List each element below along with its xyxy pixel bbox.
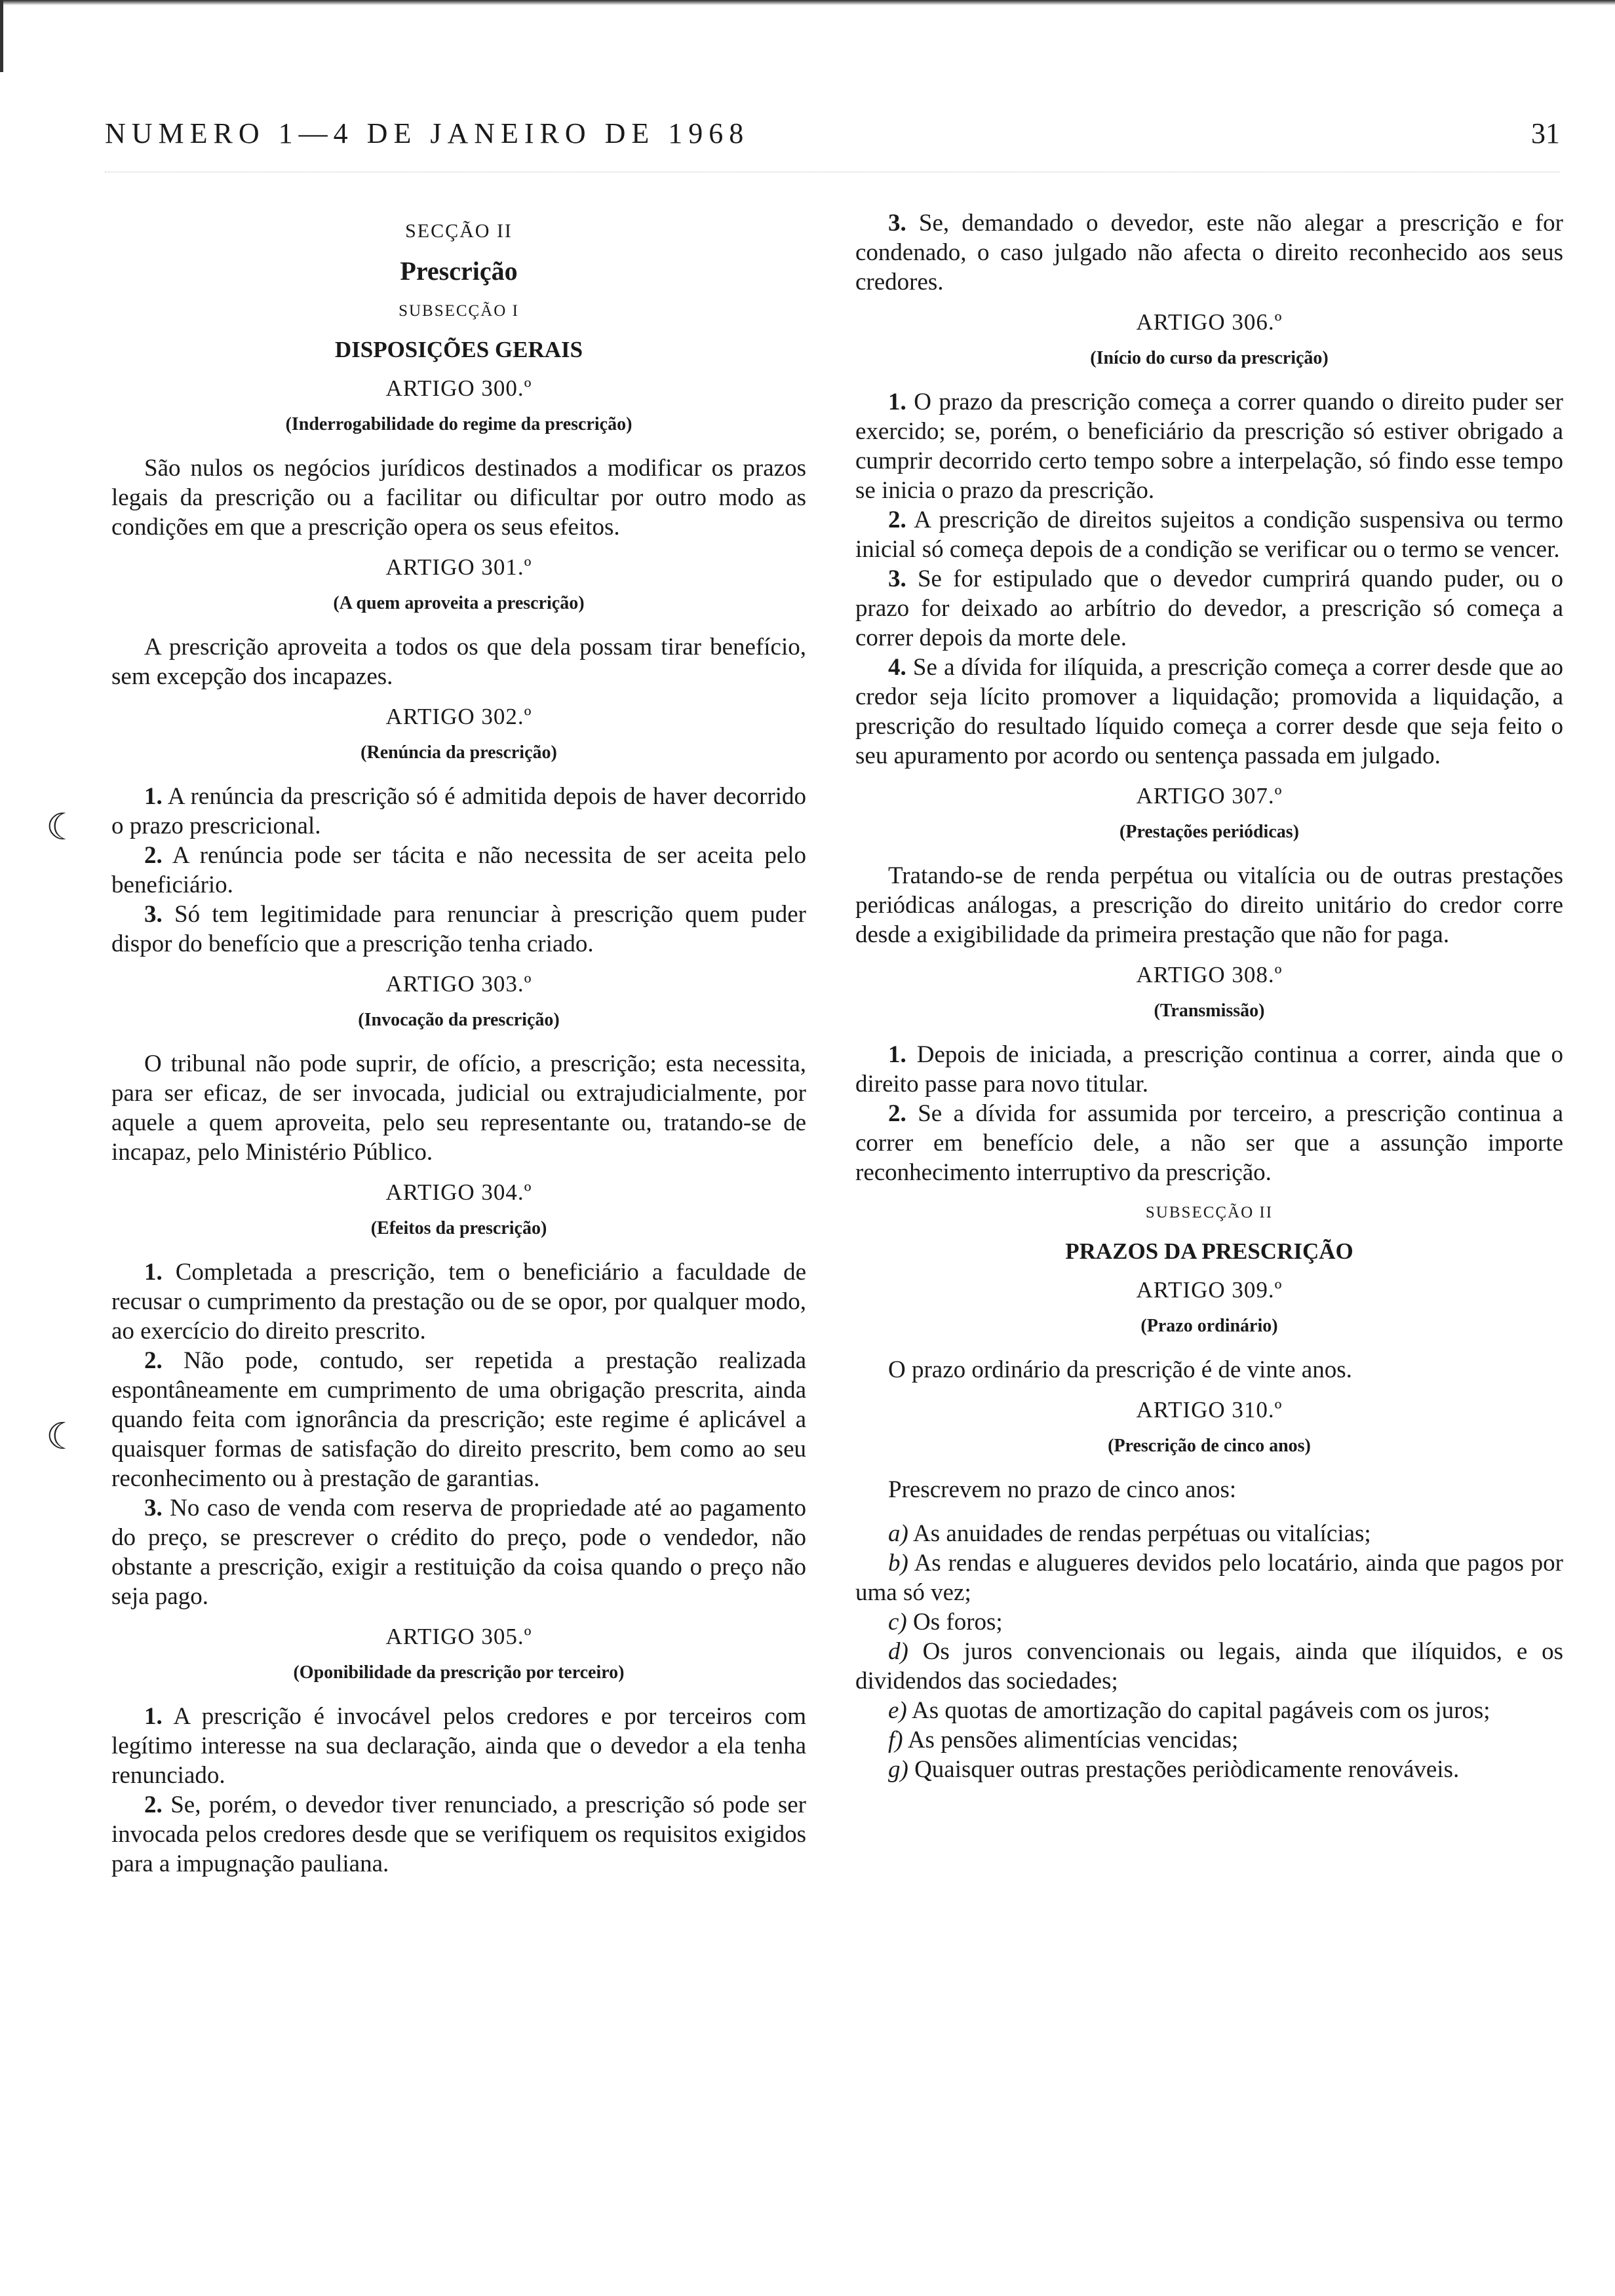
article-text: São nulos os negócios jurídicos destinados a modificar os prazos legais da prescrição ou a facilitar ou dificultar por outro modo as condições em que a prescrição opera os seus efeitos. [111,455,806,541]
article-number: ARTIGO 308.º [1136,962,1283,987]
page-number: 31 [1531,117,1560,149]
list-item: g) Quaisquer outras prestações periòdicamente renováveis. [888,1756,1460,1783]
article-rubric: (Oponibilidade da prescrição por terceiro) [293,1662,625,1683]
article-number: ARTIGO 302.º [385,704,532,729]
numbered-paragraph: 1. O prazo da prescrição começa a correr quando o direito puder ser exercido; se, porém, o beneficiário da prescrição só estiver obrigado a cumprir decorrido certo tempo sobre a interpelação, só findo esse tempo se inicia o prazo da prescrição. [855,389,1563,504]
article-intro: Prescrevem no prazo de cinco anos: [888,1476,1237,1503]
article-paragraphs [111,1702,806,1879]
article-rubric: (Prestações periódicas) [1119,822,1299,842]
article-rubric: (Prescrição de cinco anos) [1108,1436,1311,1456]
article-paragraphs [855,387,1563,771]
list-item: c) Os foros; [888,1609,1003,1636]
numbered-paragraph: 1. Depois de iniciada, a prescrição continua a correr, ainda que o direito passe para novo titular. [855,1041,1564,1098]
numbered-paragraph: 3. No caso de venda com reserva de propriedade até ao pagamento do preço, se prescrever o crédito do preço, pode o vendedor, não obstante a prescrição, exigir a restituição da coisa quando o preço não seja pago. [111,1495,807,1610]
margin-mark-icon: ☾ [46,806,79,849]
article-number: ARTIGO 306.º [1136,309,1283,335]
right-column [855,208,1563,1784]
article-number: ARTIGO 300.º [385,375,532,401]
article-paragraphs [111,1257,806,1611]
subsection-label: SUBSECÇÃO I [399,302,519,320]
list-item: f) As pensões alimentícias vencidas; [888,1727,1239,1753]
section-label: SECÇÃO II [405,220,513,242]
subsection-title: PRAZOS DA PRESCRIÇÃO [1065,1238,1353,1264]
article-text: A prescrição aproveita a todos os que dela possam tirar benefício, sem excepção dos incapazes. [111,634,806,690]
numbered-paragraph: 1. Completada a prescrição, tem o beneficiário a faculdade de recusar o cumprimento da prestação ou de se opor, por qualquer modo, ao exercício do direito prescrito. [111,1259,806,1345]
numbered-paragraph: 2. A renúncia pode ser tácita e não necessita de ser aceita pelo beneficiário. [111,842,806,898]
article-rubric: (Transmissão) [1154,1001,1265,1021]
numbered-paragraph: 4. Se a dívida for ilíquida, a prescrição começa a correr desde que ao credor seja lícito promover a liquidação; promovida a liquidação, a prescrição do resultado líquido começa a correr desde que seja feito o seu apuramento por acordo ou sentença passada em julgado. [855,654,1564,769]
numbered-paragraph: 3. Só tem legitimidade para renunciar à prescrição quem puder dispor do benefício que a prescrição tenha criado. [111,901,806,957]
article-rubric: (Invocação da prescrição) [358,1010,560,1030]
list-item: d) Os juros convencionais ou legais, ainda que ilíquidos, e os dividendos das sociedades; [855,1638,1563,1694]
numbered-paragraph: 2. A prescrição de direitos sujeitos a condição suspensiva ou termo inicial só começa depois de a condição se verificar ou o termo se vencer. [855,507,1563,563]
article-rubric: (Início do curso da prescrição) [1090,348,1329,368]
article-number: ARTIGO 305.º [385,1624,532,1649]
scan-edge-left [0,0,3,72]
article-text: Tratando-se de renda perpétua ou vitalícia ou de outras prestações periódicas análogas, a prescrição do direito unitário do credor corre desde a exigibilidade da primeira prestação que não for paga. [855,862,1563,948]
left-column [111,208,806,1889]
numbered-paragraph: 1. A prescrição é invocável pelos credores e por terceiros com legítimo interesse na sua declaração, ainda que o devedor a ela tenha renunciado. [111,1703,806,1789]
article-rubric: (Prazo ordinário) [1140,1316,1278,1336]
numbered-paragraph: 3. Se for estipulado que o devedor cumprirá quando puder, ou o prazo for deixado ao arbítrio do devedor, a prescrição só começa a correr depois da morte dele. [855,565,1564,651]
numbered-paragraph: 2. Se, porém, o devedor tiver renunciado, a prescrição só pode ser invocada pelos credores desde que se verifiquem os requisitos exigidos para a impugnação pauliana. [111,1791,806,1877]
article-paragraphs [855,1040,1563,1187]
article-number: ARTIGO 309.º [1136,1277,1283,1303]
article-rubric: (A quem aproveita a prescrição) [333,593,585,613]
article-number: ARTIGO 304.º [385,1179,532,1205]
article-rubric: (Renúncia da prescrição) [360,742,557,763]
numbered-paragraph: 3. Se, demandado o devedor, este não alegar a prescrição e for condenado, o caso julgado não afecta o direito reconhecido aos seus credores. [855,210,1563,296]
list-item: e) As quotas de amortização do capital pagáveis com os juros; [888,1697,1490,1724]
article-number: ARTIGO 303.º [385,971,532,997]
numbered-paragraph: 2. Se a dívida for assumida por terceiro, a prescrição continua a correr em benefício dele, a não ser que a assunção importe reconhecimento interruptivo da prescrição. [855,1100,1563,1186]
margin-mark-icon: ☾ [46,1415,79,1458]
subsection-label: SUBSECÇÃO II [1145,1204,1274,1221]
list-item: b) As rendas e alugueres devidos pelo locatário, ainda que pagos por uma só vez; [855,1550,1563,1606]
article-rubric: (Inderrogabilidade do regime da prescrição) [285,414,632,434]
list-item: a) As anuidades de rendas perpétuas ou vitalícias; [888,1520,1371,1547]
article-paragraphs [111,782,806,959]
running-head [105,117,1560,163]
numbered-paragraph: 1. A renúncia da prescrição só é admitida depois de haver decorrido o prazo prescricional. [111,783,806,839]
scan-edge-top [0,0,1615,5]
article-text: O prazo ordinário da prescrição é de vinte anos. [888,1356,1352,1383]
article-rubric: (Efeitos da prescrição) [370,1218,547,1238]
numbered-paragraph: 2. Não pode, contudo, ser repetida a prestação realizada espontâneamente em cumprimento de uma obrigação prescrita, ainda quando feita com ignorância da prescrição; este regime é aplicável a quaisquer formas de satisfação do direito prescrito, bem como ao seu reconhecimento ou à prestação de garantias. [111,1347,806,1492]
article-number: ARTIGO 310.º [1136,1397,1283,1423]
article-number: ARTIGO 307.º [1136,783,1283,809]
issue-date-header: NUMERO 1—4 DE JANEIRO DE 1968 [105,117,750,149]
subsection-title: DISPOSIÇÕES GERAIS [334,337,583,362]
section-title: Prescrição [400,256,518,286]
article-number: ARTIGO 301.º [385,554,532,580]
alinea-list [855,1519,1563,1784]
article-text: O tribunal não pode suprir, de ofício, a prescrição; esta necessita, para ser eficaz, de ser invocada, judicial ou extrajudicialmente, por aquele a quem aproveita, pelo seu representante ou, tratando-se de incapaz, pelo Ministério Público. [111,1050,806,1166]
